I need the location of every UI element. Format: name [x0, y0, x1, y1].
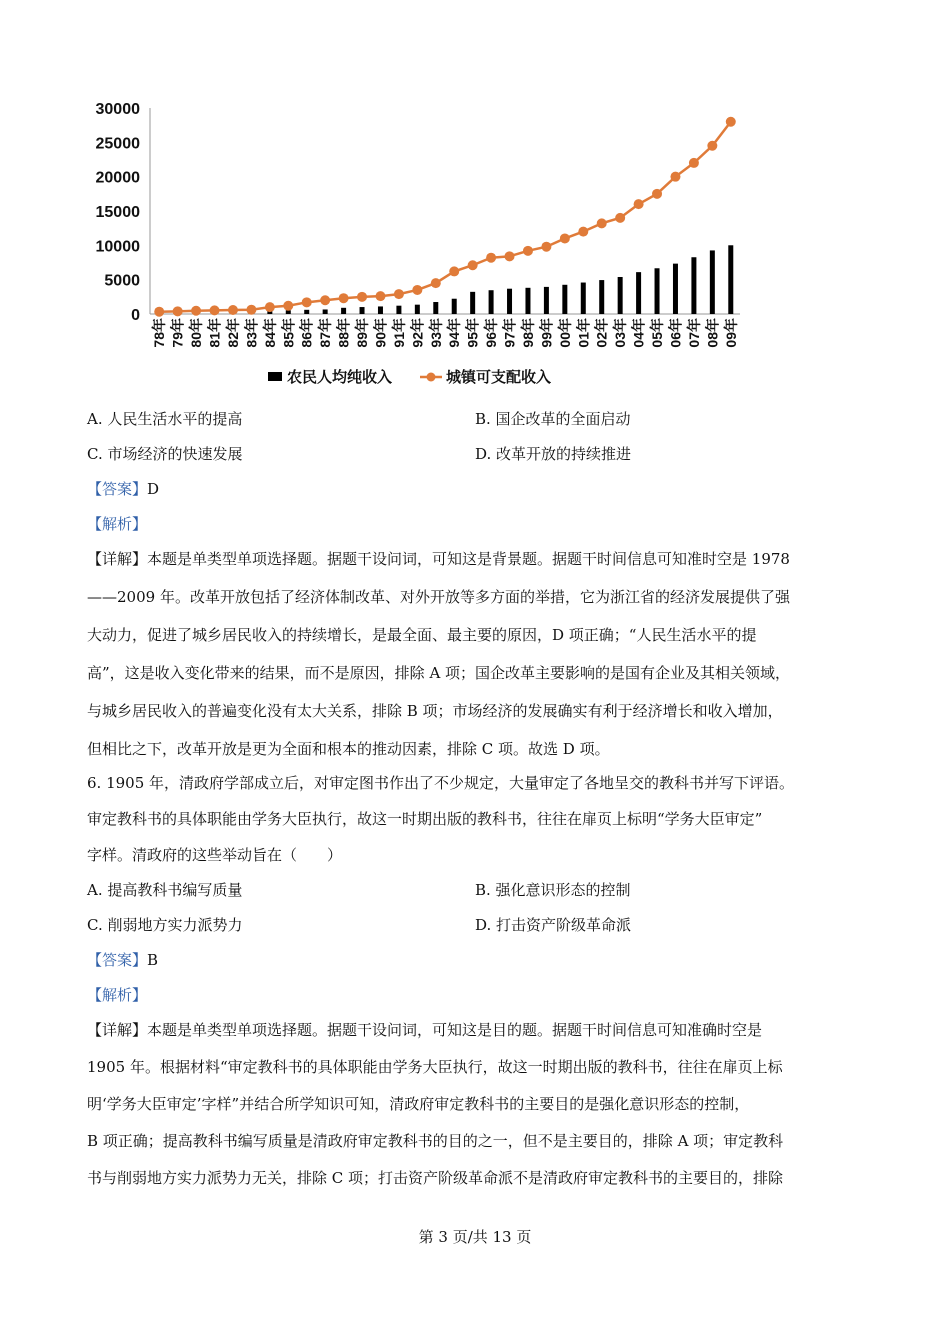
- line-point: [265, 302, 275, 312]
- bar: [544, 287, 549, 314]
- legend-label: 农民人均纯收入: [287, 369, 393, 386]
- bar: [618, 277, 623, 314]
- line-point: [154, 307, 164, 317]
- line-point: [578, 227, 588, 237]
- x-tick-label: 85年: [280, 318, 297, 348]
- q6-analysis-label: 【解析】: [87, 986, 148, 1004]
- line-point: [357, 292, 367, 302]
- x-tick-label: 90年: [372, 318, 389, 348]
- bar: [655, 268, 660, 314]
- x-tick-label: 92年: [409, 318, 426, 348]
- x-tick-label: 87年: [317, 318, 334, 348]
- line-series: [154, 117, 736, 317]
- x-tick-label: 02年: [593, 318, 610, 348]
- bar: [728, 245, 733, 314]
- line-point: [302, 297, 312, 307]
- line-point: [320, 295, 330, 305]
- y-tick-label: 10000: [95, 238, 140, 256]
- q6-option-d: D. 打击资产阶级革命派: [475, 916, 632, 934]
- line-point: [394, 289, 404, 299]
- line-point: [670, 172, 680, 182]
- bar: [599, 280, 604, 314]
- legend-bar-swatch: [268, 372, 282, 381]
- answer-value: D: [147, 480, 160, 498]
- line-point: [560, 233, 570, 243]
- answer-label: 【答案】: [87, 951, 148, 969]
- y-tick-label: 15000: [95, 204, 140, 221]
- x-tick-label: 96年: [483, 318, 500, 348]
- q6-detail-line: 1905 年。根据材料“审定教科书的具体职能由学务大臣执行，故这一时期出版的教科书，往往在扉页上标: [87, 1058, 783, 1076]
- income-chart: [80, 92, 760, 392]
- bar: [636, 272, 641, 314]
- answer-label: 【答案】: [87, 480, 148, 498]
- bar: [415, 305, 420, 314]
- x-tick-label: 07年: [685, 318, 702, 348]
- x-tick-label: 09年: [722, 318, 739, 348]
- x-tick-label: 81年: [206, 318, 223, 348]
- line-point: [707, 141, 717, 151]
- line-point: [597, 218, 607, 228]
- line-point: [726, 117, 736, 127]
- q5-detail-line: 与城乡居民收入的普遍变化没有太大关系，排除 B 项；市场经济的发展确实有利于经济增长和收入增加，: [87, 702, 783, 720]
- line-point: [210, 305, 220, 315]
- bar: [396, 306, 401, 314]
- x-tick-label: 78年: [151, 318, 168, 348]
- x-tick-label: 00年: [556, 318, 573, 348]
- x-tick-label: 05年: [649, 318, 666, 348]
- q6-option-a: A. 提高教科书编写质量: [87, 881, 243, 899]
- line-point: [246, 305, 256, 315]
- x-tick-label: 03年: [612, 318, 629, 348]
- x-tick-label: 95年: [464, 318, 481, 348]
- q5-detail-line: 大动力，促进了城乡居民收入的持续增长，是最全面、最主要的原因，D 项正确；“人民生活水平的提: [87, 626, 757, 644]
- q6-stem-line: 字样。清政府的这些举动旨在（ ）: [87, 846, 343, 864]
- q6-stem-line: 6. 1905 年，清政府学部成立后，对审定图书作出了不少规定，大量审定了各地呈交的教科书并写下评语。: [87, 774, 795, 792]
- x-tick-label: 80年: [188, 318, 205, 348]
- x-tick-label: 06年: [667, 318, 684, 348]
- bar: [525, 288, 530, 314]
- x-tick-label: 83年: [243, 318, 260, 348]
- line-point: [541, 242, 551, 252]
- q5-option-b: B. 国企改革的全面启动: [475, 410, 631, 428]
- answer-value: B: [147, 951, 159, 969]
- q6-detail-line: 书与削弱地方实力派势力无关，排除 C 项；打击资产阶级革命派不是清政府审定教科书的主要目的，排除: [87, 1169, 784, 1187]
- line-point: [375, 291, 385, 301]
- line-point: [634, 199, 644, 209]
- x-tick-label: 91年: [390, 318, 407, 348]
- q6-detail-line: 【详解】本题是单类型单项选择题。据题干设问词，可知这是目的题。据题干时间信息可知准确时空是: [87, 1021, 763, 1039]
- bar: [581, 283, 586, 314]
- x-tick-label: 01年: [575, 318, 592, 348]
- line-point: [173, 306, 183, 316]
- chart-legend: [268, 368, 551, 386]
- x-tick-label: 79年: [169, 318, 186, 348]
- line-point: [486, 253, 496, 263]
- line-point: [523, 246, 533, 256]
- y-tick-label: 5000: [104, 272, 140, 290]
- line-point: [615, 213, 625, 223]
- y-tick-label: 30000: [95, 101, 140, 118]
- line-point: [449, 266, 459, 276]
- bar: [378, 306, 383, 314]
- line-path: [159, 122, 731, 312]
- bar: [470, 292, 475, 314]
- bar: [673, 264, 678, 314]
- bar: [286, 310, 291, 314]
- bar-series: [157, 245, 734, 314]
- q5-detail-line: ——2009 年。改革开放包括了经济体制改革、对外开放等多方面的举措，它为浙江省的经济发展提供了强: [87, 588, 790, 606]
- q6-answer: [87, 949, 158, 971]
- legend-line-marker: [427, 373, 436, 382]
- q5-option-d: D. 改革开放的持续推进: [475, 445, 632, 463]
- bar: [562, 285, 567, 314]
- x-tick-label: 04年: [630, 318, 647, 348]
- q5-option-a: A. 人民生活水平的提高: [87, 410, 243, 428]
- x-tick-label: 86年: [298, 318, 315, 348]
- q5-detail-line: 高”，这是收入变化带来的结果，而不是原因，排除 A 项；国企改革主要影响的是国有企业及其相关领域，: [87, 664, 791, 682]
- x-axis-ticks: [151, 318, 739, 348]
- bar: [360, 307, 365, 314]
- detail-label: 【详解】: [87, 550, 148, 568]
- y-tick-label: 20000: [95, 169, 140, 187]
- q6-option-b: B. 强化意识形态的控制: [475, 881, 631, 899]
- bar: [507, 289, 512, 314]
- line-point: [431, 278, 441, 288]
- legend-label: 城镇可支配收入: [446, 369, 552, 386]
- x-tick-label: 82年: [224, 318, 241, 348]
- x-tick-label: 97年: [501, 318, 518, 348]
- bar: [489, 290, 494, 314]
- x-tick-label: 88年: [335, 318, 352, 348]
- x-tick-label: 99年: [538, 318, 555, 348]
- page-footer: 第 3 页/共 13 页: [418, 1228, 532, 1246]
- line-point: [412, 285, 422, 295]
- x-tick-label: 89年: [354, 318, 371, 348]
- line-point: [652, 189, 662, 199]
- bar: [433, 302, 438, 314]
- bar: [304, 310, 309, 314]
- line-point: [228, 305, 238, 315]
- bar: [323, 309, 328, 314]
- y-tick-label: 25000: [95, 135, 140, 153]
- q5-option-c: C. 市场经济的快速发展: [87, 445, 243, 463]
- bar: [341, 308, 346, 314]
- x-tick-label: 93年: [427, 318, 444, 348]
- line-point: [689, 158, 699, 168]
- x-tick-label: 84年: [261, 318, 278, 348]
- q6-stem-line: 审定教科书的具体职能由学务大臣执行，故这一时期出版的教科书，往往在扉页上标明“学务大臣审定”: [87, 810, 763, 828]
- detail-label: 【详解】: [87, 1021, 148, 1039]
- chart-axes: [150, 108, 740, 314]
- y-tick-label: 0: [131, 307, 140, 324]
- line-point: [339, 293, 349, 303]
- line-point: [505, 251, 515, 261]
- q5-analysis-label: 【解析】: [87, 515, 148, 533]
- bar: [452, 299, 457, 314]
- bar: [691, 257, 696, 314]
- x-tick-label: 94年: [446, 318, 463, 348]
- line-point: [283, 301, 293, 311]
- q5-answer: [87, 478, 159, 500]
- line-point: [191, 306, 201, 316]
- x-tick-label: 08年: [704, 318, 721, 348]
- q6-option-c: C. 削弱地方实力派势力: [87, 916, 243, 934]
- bar: [710, 250, 715, 314]
- line-point: [468, 260, 478, 270]
- q5-detail-line: 但相比之下，改革开放是更为全面和根本的推动因素，排除 C 项。故选 D 项。: [87, 740, 610, 758]
- x-tick-label: 98年: [519, 318, 536, 348]
- q5-detail-line: 【详解】本题是单类型单项选择题。据题干设问词，可知这是背景题。据题干时间信息可知准时空是 1978: [87, 550, 790, 568]
- y-axis-ticks: [96, 101, 141, 324]
- q6-detail-line: 明‘学务大臣审定’字样”并结合所学知识可知，清政府审定教科书的主要目的是强化意识形态的控制，: [87, 1095, 750, 1113]
- q6-detail-line: B 项正确；提高教科书编写质量是清政府审定教科书的目的之一，但不是主要目的，排除 A 项；审定教科: [87, 1132, 784, 1150]
